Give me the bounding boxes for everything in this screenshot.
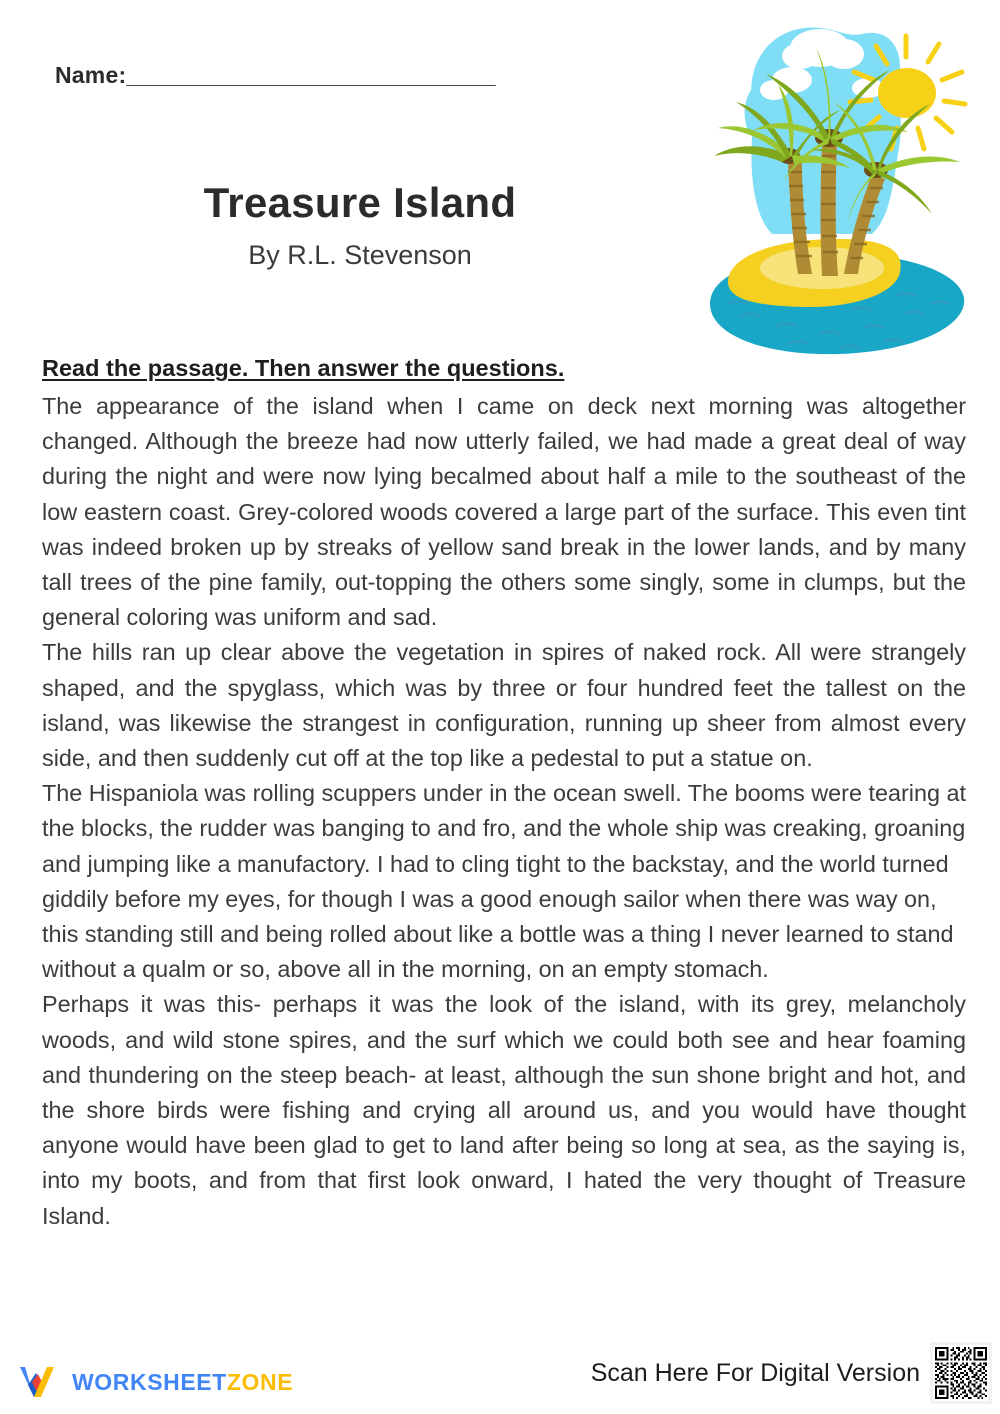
scan-footer [591, 1342, 992, 1404]
page-title: Treasure Island [203, 179, 517, 226]
island-illustration [692, 4, 992, 374]
worksheet-zone-w-mark-icon [16, 1362, 62, 1402]
passage-paragraph: The appearance of the island when I came on deck next morning was altogether changed. Although the breeze had now utterly failed, we had made a great deal of way during the night and were now lying becalmed about half a mile to the southeast of the low eastern coast. Grey-colored woods covered a large part of the surface. This even tint was indeed broken up by streaks of yellow sand break in the lower lands, and by many tall trees of the pine family, out-topping the others some singly, some in clumps, but the general coloring was uniform and sad. [42, 393, 966, 631]
cloud-icon [824, 39, 864, 69]
page-author: By R.L. Stevenson [248, 240, 472, 271]
name-field-row [55, 62, 675, 89]
passage-paragraph: The Hispaniola was rolling scuppers under in the ocean swell. The booms were tearing at the blocks, the rudder was banging to and fro, and the whole ship was creaking, groaning and jumping like a manufactory. I had to cling tight to the backstay, and the world turned giddily before my eyes, for though I was a good enough sailor when there was way on, this standing still and being rolled about like a bottle was a thing I never learned to stand without a qualm or so, above all in the morning, on an empty stomach. [42, 780, 966, 983]
logo-word-zone: ZONE [226, 1368, 294, 1395]
tropical-island-icon [692, 4, 992, 374]
worksheet-zone-logo[interactable] [16, 1362, 293, 1402]
name-write-in-line[interactable]: ______________________________ [126, 62, 496, 88]
scan-instruction-text: Scan Here For Digital Version [590, 1358, 920, 1387]
passage-paragraph: Perhaps it was this- perhaps it was the look of the island, with its grey, melancholy woods, and wild stone spires, and the surf which we could both see and hear foaming and thundering on the steep beach- at least, although the sun shone bright and hot, and the shore birds were fishing and crying all around us, and you would have thought anyone would have been glad to get to land after being so long at sea, as the saying is, into my boots, and from that first look onward, I hated the very thought of Treasure Island. [42, 991, 966, 1229]
cloud-icon [782, 43, 818, 69]
passage-body [42, 389, 966, 1234]
passage-paragraph: The hills ran up clear above the vegetation in spires of naked rock. All were strangely shaped, and the spyglass, which was by three or four hundred feet the tallest on the island, was likewise the strangest in configuration, running up sheer from almost every side, and then suddenly cut off at the top like a pedestal to put a statue on. [42, 639, 966, 772]
name-label: Name: [55, 62, 127, 88]
instruction-heading: Read the passage. Then answer the questions. [42, 355, 565, 381]
qr-code[interactable] [930, 1342, 992, 1404]
worksheet-zone-wordmark [72, 1369, 293, 1396]
logo-word-worksheet: WORKSHEET [72, 1368, 227, 1395]
title-block [60, 180, 660, 271]
